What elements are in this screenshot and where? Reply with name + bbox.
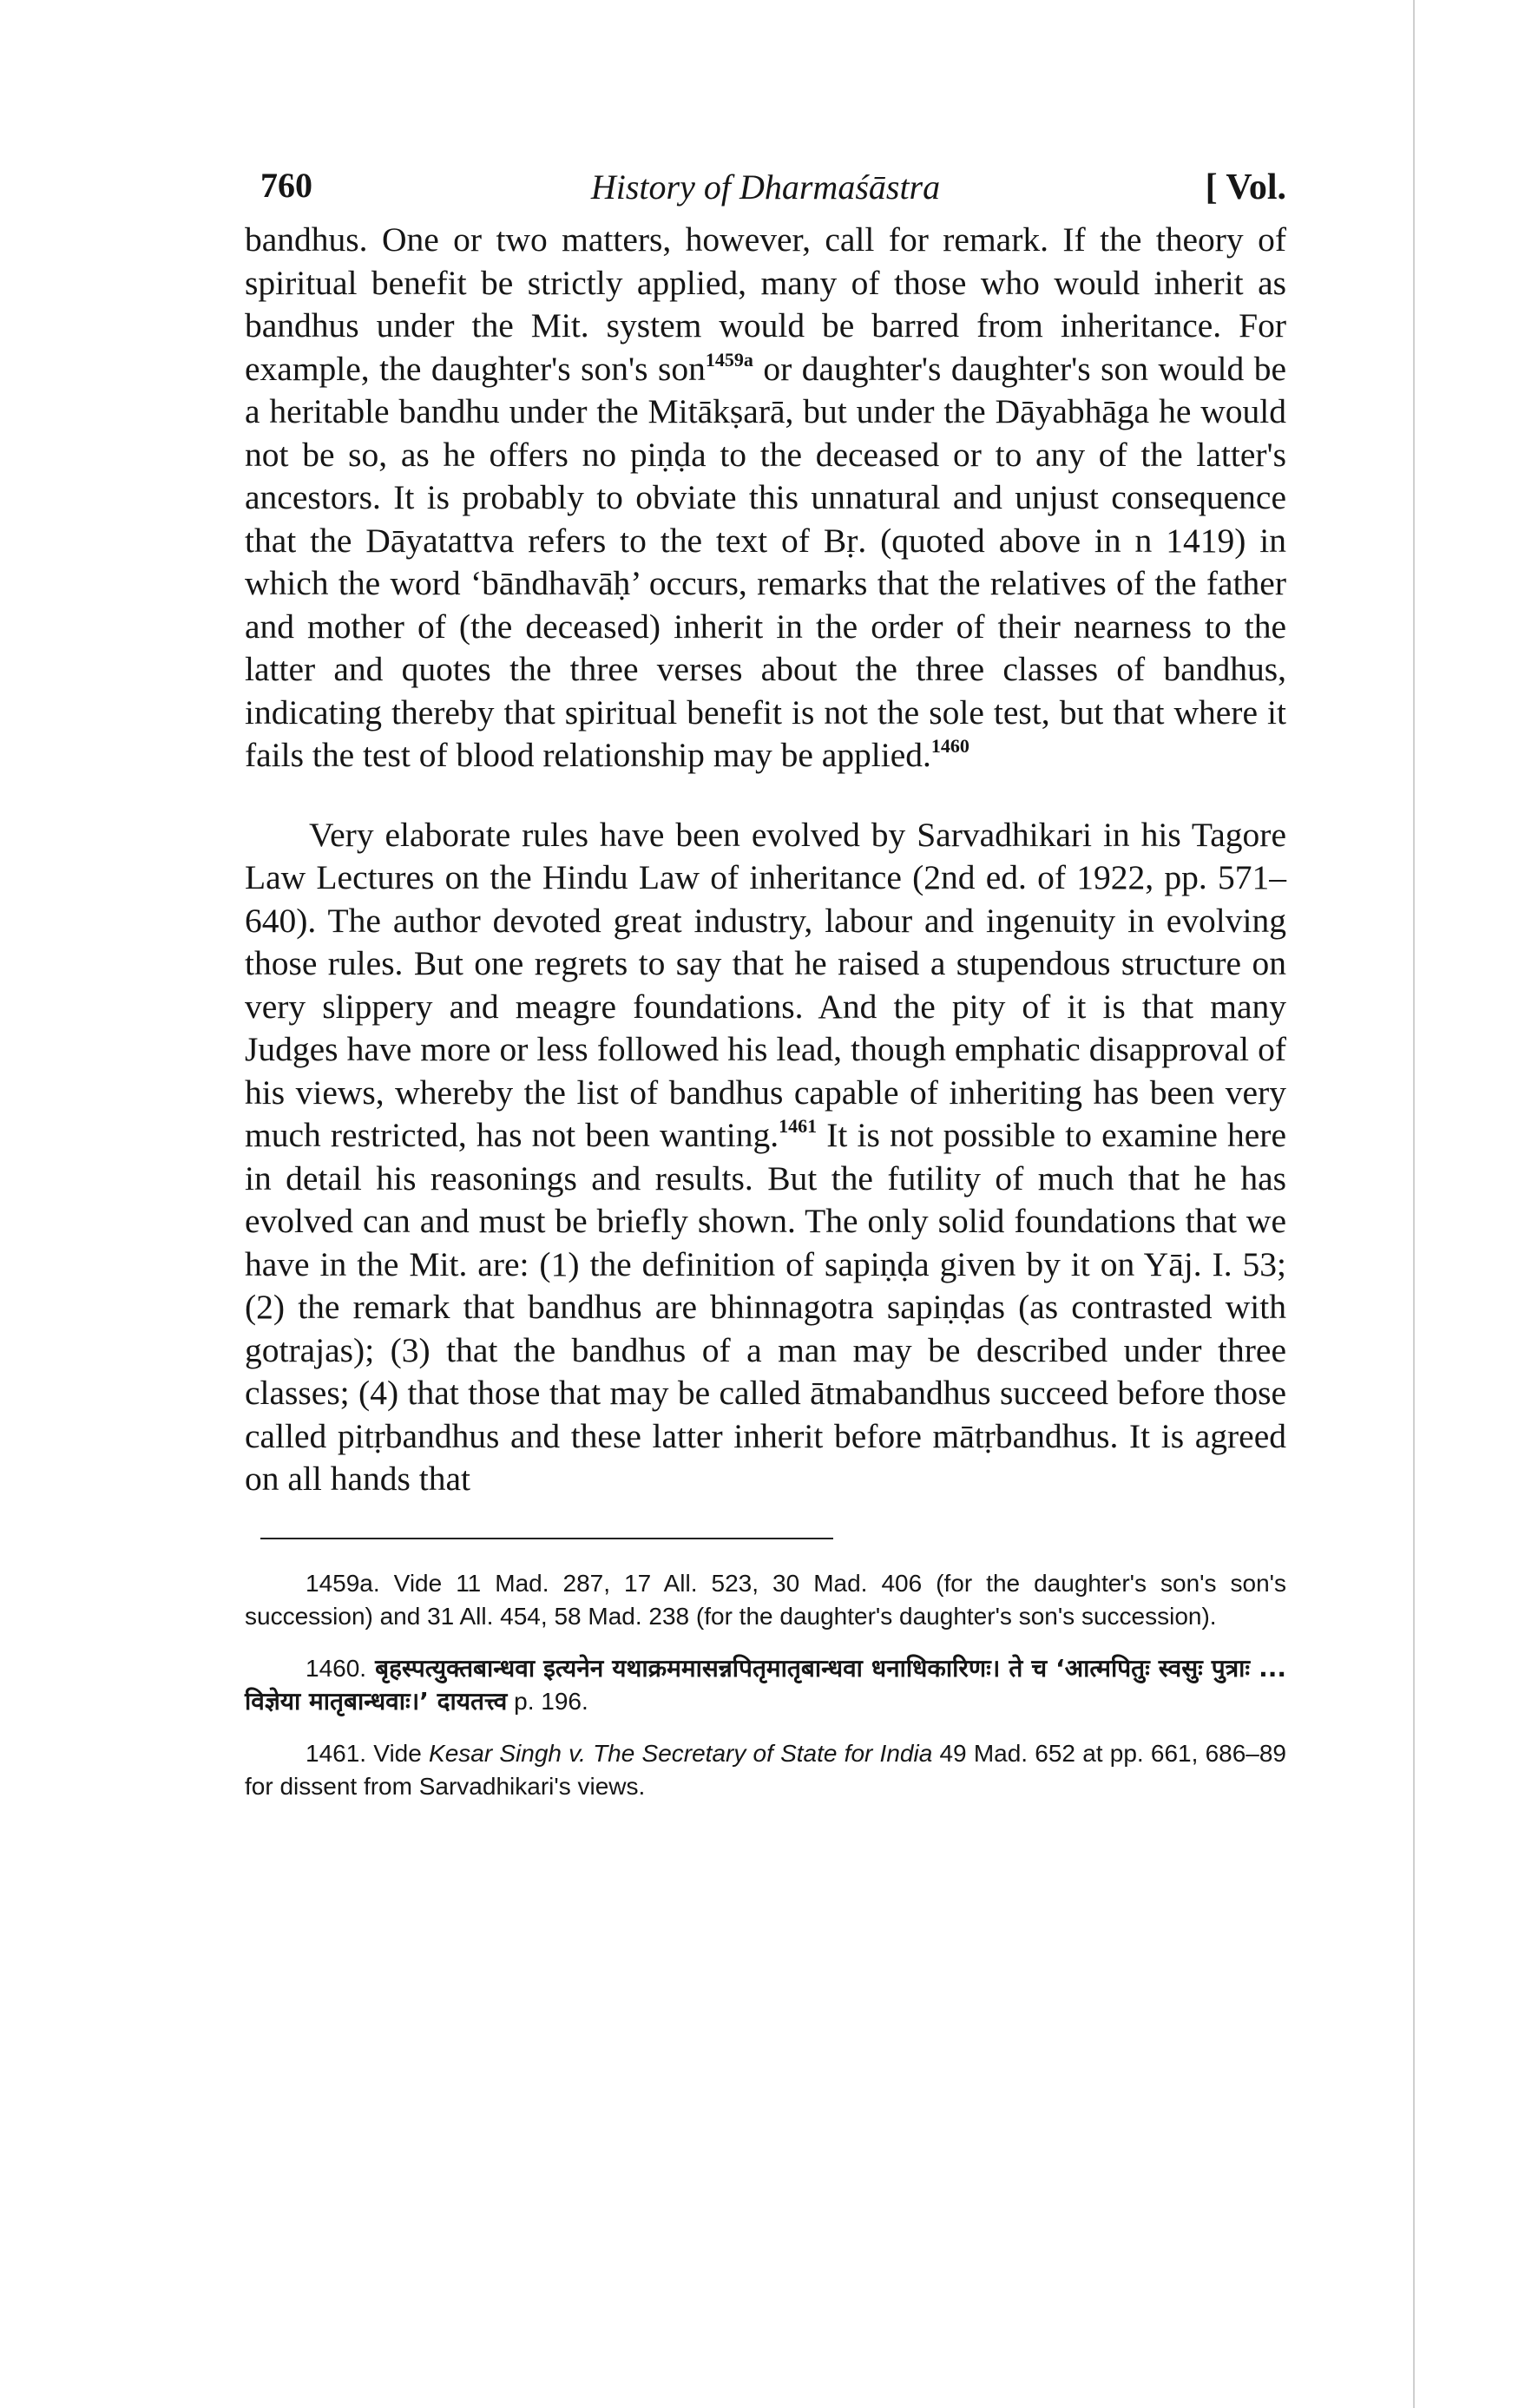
book-page <box>245 165 1286 1822</box>
footnote-1459a-number: 1459a. <box>306 1569 380 1597</box>
footnote-1461-pre: Vide <box>366 1739 430 1767</box>
footnote-1459a-text: Vide 11 Mad. 287, 17 All. 523, 30 Mad. 406 (for the daughter's son's son's succession) and 31 All. 454, 58 Mad. 238 (for the daughter's daughter's son's succession). <box>245 1569 1286 1630</box>
footnote-ref-1459a[interactable]: 1459a <box>705 348 753 371</box>
paragraph-2-text-a: Very elaborate rules have been evolved by Sarvadhikari in his Tagore Law Lectures on the Hindu Law of inheritance (2nd ed. of 1922, pp. 571–640). The author devoted great industry, labour and ingenuity in evolving those rules. But one regrets to say that he raised a stupendous structure on very slippery and meagre foundations. And the pity of it is that many Judges have more or less followed his lead, though emphatic disapproval of his views, whereby the list of bandhus capable of inheriting has been very much restricted, has not been wanting. <box>245 815 1286 1154</box>
footnote-ref-1461[interactable]: 1461 <box>779 1115 818 1137</box>
running-head <box>245 165 1286 217</box>
footnote-ref-1460[interactable]: 1460 <box>930 735 969 757</box>
footnote-1459a <box>245 1567 1286 1633</box>
paragraph-2-text-b: It is not possible to examine here in detail his reasonings and results. But the futility of much that he has evolved can and must be briefly shown. The only solid foundations that we have in the Mit. are: (1) the definition of sapiṇḍa given by it on Yāj. I. 53; (2) the remark that bandhus are bhinnagotra sapiṇḍas (as contrasted with gotrajas); (3) that the bandhus of a man may be described under three classes; (4) that those that may be called ātmabandhus succeed before those called pitṛbandhus and these latter inherit before mātṛbandhus. It is agreed on all hands that <box>245 1116 1286 1498</box>
footnote-1461-number: 1461. <box>306 1739 367 1767</box>
paragraph-2 <box>245 814 1286 1501</box>
page-number: 760 <box>260 166 312 205</box>
paragraph-1 <box>245 219 1286 778</box>
footnote-1461-case-title: Kesar Singh v. The Secretary of State for India <box>429 1739 933 1767</box>
volume-label: [ Vol. <box>1205 167 1286 207</box>
footnote-1461 <box>245 1737 1286 1803</box>
footnote-1460-page: p. 196. <box>507 1687 588 1715</box>
footnote-1460 <box>245 1652 1286 1718</box>
footnote-rule <box>260 1538 833 1539</box>
footnote-1460-sanskrit: बृहस्पत्युक्तबान्धवा इत्यनेन यथाक्रममासन्नपितृमातृबान्धवा धनाधिकारिणः। ते च ‘आत्मपितुः स्वसुः पुत्राः ... विज्ञेया मातृबान्धवाः।’ दायतत्त्व <box>245 1653 1286 1716</box>
book-title: History of Dharmaśāstra <box>590 167 941 207</box>
paragraph-1-text-a: bandhus. One or two matters, however, call for remark. If the theory of spiritual benefit be strictly applied, many of those who would inherit as bandhus under the Mit. system would be barred from inheritance. For example, the daughter's son's son <box>245 220 1286 388</box>
paragraph-1-text-b: or daughter's daughter's son would be a heritable bandhu under the Mitākṣarā, but under the Dāyabhāga he would not be so, as he offers no piṇḍa to the deceased or to any of the latter's ancestors. It is probably to obviate this unnatural and unjust consequence that the Dāyatattva refers to the text of Bṛ. (quoted above in n 1419) in which the word ‘bāndhavāḥ’ occurs, remarks that the relatives of the father and mother of (the deceased) inherit in the order of their nearness to the latter and quotes the three verses about the three classes of bandhus, indicating thereby that spiritual benefit is not the sole test, but that where it fails the test of blood relationship may be applied. <box>245 349 1287 774</box>
footnote-1460-number: 1460. <box>306 1654 367 1682</box>
scan-page-edge <box>1413 0 1415 2408</box>
footnote-1461-post: 49 Mad. 652 at pp. 661, 686–89 for dissent from Sarvadhikari's views. <box>245 1739 1286 1800</box>
